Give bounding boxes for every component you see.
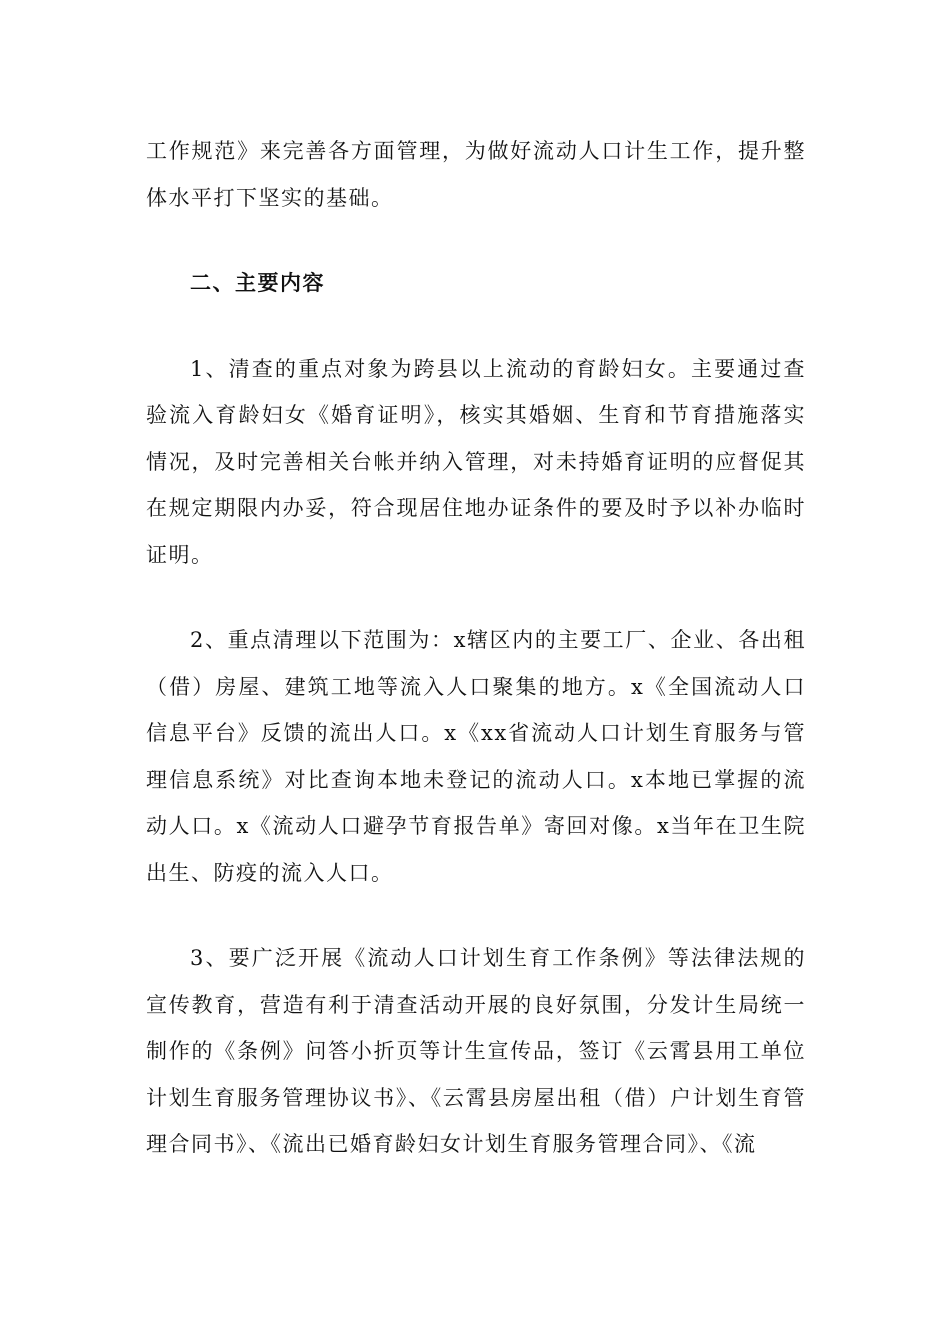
- paragraph-3: 3、要广泛开展《流动人口计划生育工作条例》等法律法规的宣传教育，营造有利于清查活动开展的良好氛围，分发计生局统一制作的《条例》问答小折页等计生宣传品，签订《云霄县用工单位计划生育服务管理协议书》、《云霄县房屋出租（借）户计划生育管理合同书》、《流出已婚育龄妇女计划生育服务管理合同》、《流: [146, 946, 806, 1156]
- document-body: [146, 128, 806, 1168]
- paragraph-2: 2、重点清理以下范围为：x辖区内的主要工厂、企业、各出租（借）房屋、建筑工地等流入人口聚集的地方。x《全国流动人口信息平台》反馈的流出人口。x《xx省流动人口计划生育服务与管理信息系统》对比查询本地未登记的流动人口。x本地已掌握的流动人口。x《流动人口避孕节育报告单》寄回对像。x当年在卫生院出生、防疫的流入人口。: [146, 628, 806, 885]
- intro-paragraph: 工作规范》来完善各方面管理，为做好流动人口计生工作，提升整体水平打下坚实的基础。: [146, 139, 806, 210]
- paragraph-1: 1、清查的重点对象为跨县以上流动的育龄妇女。主要通过查验流入育龄妇女《婚育证明》，核实其婚姻、生育和节育措施落实情况，及时完善相关台帐并纳入管理，对未持婚育证明的应督促其在规定期限内办妥，符合现居住地办证条件的要及时予以补办临时证明。: [146, 356, 806, 567]
- section-heading: 二、主要内容: [190, 271, 325, 295]
